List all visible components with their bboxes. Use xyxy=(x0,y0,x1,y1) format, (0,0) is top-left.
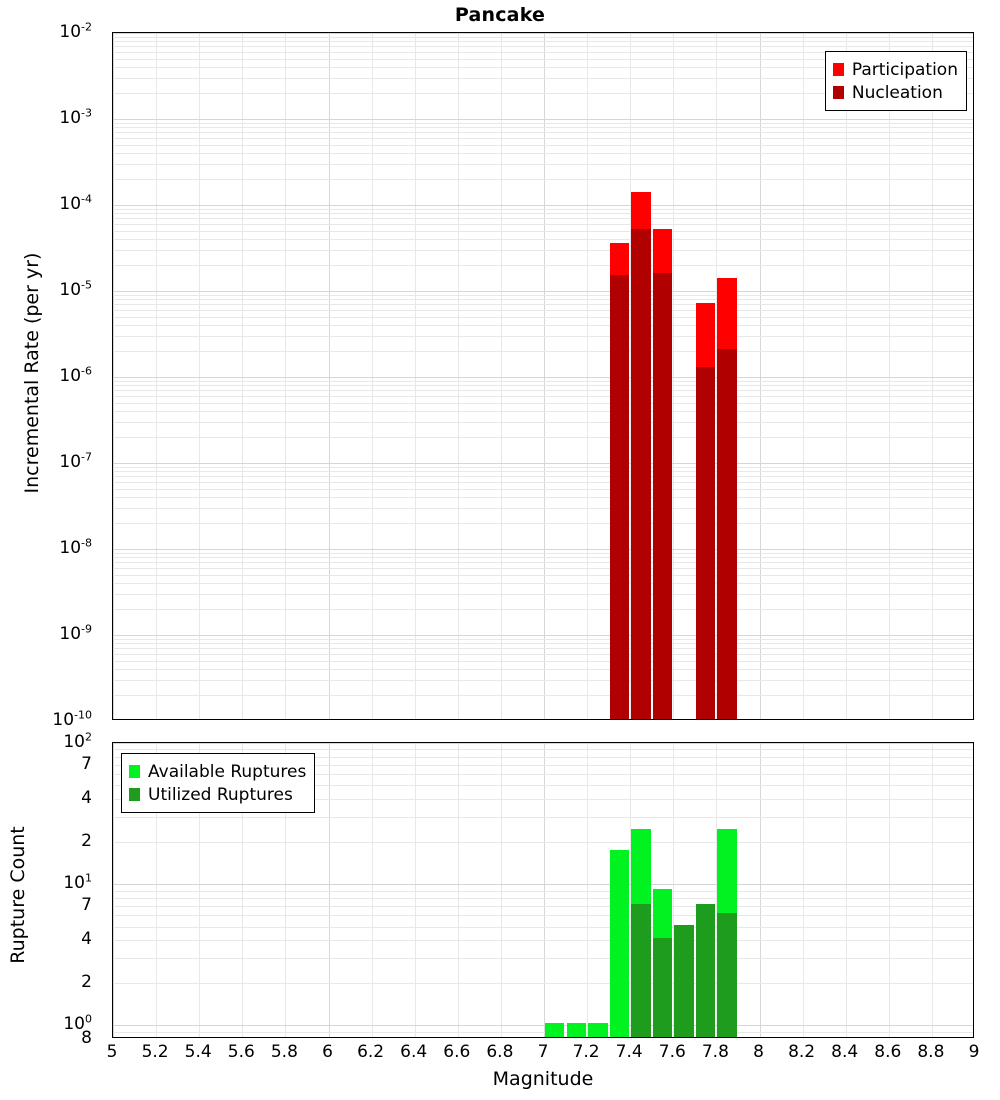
y-axis-tick-label: 7 xyxy=(81,895,92,916)
gridline-horizontal xyxy=(113,482,973,483)
bar-utilized-ruptures xyxy=(653,938,672,1037)
gridline-horizontal xyxy=(113,250,973,251)
gridline-horizontal xyxy=(113,743,973,744)
legend-label-available-ruptures: Available Ruptures xyxy=(148,761,307,782)
gridline-horizontal xyxy=(113,325,973,326)
y-axis-tick-label: 2 xyxy=(81,830,92,851)
gridline-horizontal xyxy=(113,983,973,984)
gridline-horizontal xyxy=(113,224,973,225)
gridline-horizontal xyxy=(113,145,973,146)
gridline-horizontal xyxy=(113,317,973,318)
incremental-rate-y-axis xyxy=(0,20,104,730)
gridline-horizontal xyxy=(113,940,973,941)
legend-item xyxy=(833,58,958,81)
y-axis-tick-label: $10^1$ xyxy=(63,871,92,894)
incremental-rate-plot-area xyxy=(113,33,973,719)
gridline-horizontal xyxy=(113,1032,973,1033)
gridline-horizontal xyxy=(113,299,973,300)
gridline-horizontal xyxy=(113,594,973,595)
gridline-horizontal xyxy=(113,898,973,899)
gridline-horizontal xyxy=(113,463,973,464)
x-axis-tick-label: 7.2 xyxy=(572,1042,600,1062)
y-axis-tick-label: $10^0$ xyxy=(63,1012,92,1035)
x-axis-tick-label: 8.8 xyxy=(917,1042,945,1062)
y-axis-tick-label: $10^{-5}$ xyxy=(59,278,92,300)
legend-label-nucleation: Nucleation xyxy=(851,82,943,103)
bar-available-ruptures xyxy=(545,1023,564,1037)
gridline-horizontal xyxy=(113,153,973,154)
y-axis-tick-label: $10^{-2}$ xyxy=(59,20,92,42)
legend-item xyxy=(129,783,306,806)
gridline-horizontal xyxy=(113,609,973,610)
y-axis-tick-label: $10^2$ xyxy=(63,730,92,752)
x-axis-tick-label: 7 xyxy=(537,1042,549,1062)
bar-utilized-ruptures xyxy=(696,904,715,1037)
rupture-count-legend xyxy=(121,753,315,813)
x-axis-tick-label: 7.8 xyxy=(701,1042,729,1062)
gridline-horizontal xyxy=(113,123,973,124)
bar-nucleation xyxy=(631,229,650,719)
gridline-horizontal xyxy=(113,583,973,584)
bar-utilized-ruptures xyxy=(631,904,650,1037)
gridline-horizontal xyxy=(113,508,973,509)
gridline-horizontal xyxy=(113,46,973,47)
gridline-horizontal xyxy=(113,385,973,386)
x-axis-tick-label: 6.6 xyxy=(443,1042,471,1062)
gridline-horizontal xyxy=(113,381,973,382)
gridline-horizontal xyxy=(113,639,973,640)
gridline-horizontal xyxy=(113,41,973,42)
bar-nucleation xyxy=(653,273,672,719)
rupture-count-y-axis-label: Rupture Count xyxy=(7,826,29,964)
gridline-horizontal xyxy=(113,295,973,296)
gridline-vertical xyxy=(113,33,114,719)
gridline-vertical xyxy=(760,33,761,719)
gridline-vertical xyxy=(501,33,502,719)
gridline-horizontal xyxy=(113,411,973,412)
x-axis-tick-label: 6 xyxy=(322,1042,333,1062)
gridline-vertical xyxy=(372,33,373,719)
gridline-horizontal xyxy=(113,648,973,649)
gridline-horizontal xyxy=(113,396,973,397)
gridline-horizontal xyxy=(113,209,973,210)
gridline-horizontal xyxy=(113,489,973,490)
legend-swatch-available-ruptures xyxy=(129,765,140,778)
y-axis-tick-label: $10^{-6}$ xyxy=(59,364,92,386)
gridline-horizontal xyxy=(113,33,973,34)
gridline-horizontal xyxy=(113,119,973,120)
y-axis-tick-label: 2 xyxy=(81,971,92,992)
gridline-vertical xyxy=(673,33,674,719)
gridline-horizontal xyxy=(113,553,973,554)
gridline-horizontal xyxy=(113,817,973,818)
gridline-horizontal xyxy=(113,643,973,644)
gridline-vertical xyxy=(458,33,459,719)
y-axis-tick-label: $10^{-10}$ xyxy=(52,708,92,730)
gridline-horizontal xyxy=(113,669,973,670)
gridline-vertical xyxy=(329,33,330,719)
legend-swatch-participation xyxy=(833,63,844,76)
incremental-rate-y-axis-label: Incremental Rate (per yr) xyxy=(21,252,43,494)
gridline-horizontal xyxy=(113,497,973,498)
gridline-vertical xyxy=(889,33,890,719)
gridline-horizontal xyxy=(113,291,973,292)
gridline-vertical xyxy=(846,33,847,719)
gridline-horizontal xyxy=(113,164,973,165)
y-axis-tick-label: 4 xyxy=(81,788,92,809)
y-axis-tick-label: 8 xyxy=(81,1028,92,1048)
gridline-horizontal xyxy=(113,467,973,468)
x-axis-tick-label: 5.8 xyxy=(270,1042,298,1062)
gridline-horizontal xyxy=(113,205,973,206)
gridline-horizontal xyxy=(113,927,973,928)
gridline-vertical xyxy=(156,33,157,719)
y-axis-tick-label: $10^{-3}$ xyxy=(59,106,92,128)
gridline-horizontal xyxy=(113,403,973,404)
x-axis-tick-label: 7.4 xyxy=(615,1042,643,1062)
gridline-horizontal xyxy=(113,557,973,558)
legend-item xyxy=(833,81,958,104)
gridline-horizontal xyxy=(113,958,973,959)
bar-nucleation xyxy=(610,275,629,719)
x-axis-tick-label: 8.6 xyxy=(874,1042,902,1062)
x-axis-tick-label: 5 xyxy=(106,1042,118,1062)
gridline-horizontal xyxy=(113,239,973,240)
x-axis-tick-label: 8 xyxy=(753,1042,764,1062)
y-axis-tick-label: 7 xyxy=(81,753,92,774)
gridline-horizontal xyxy=(113,310,973,311)
gridline-horizontal xyxy=(113,37,973,38)
gridline-horizontal xyxy=(113,884,973,885)
gridline-horizontal xyxy=(113,568,973,569)
gridline-horizontal xyxy=(113,138,973,139)
bar-nucleation xyxy=(717,349,736,719)
x-axis-tick-label: 8.4 xyxy=(831,1042,859,1062)
gridline-horizontal xyxy=(113,476,973,477)
gridline-vertical xyxy=(544,33,545,719)
page-title: Pancake xyxy=(454,4,546,26)
x-axis-tick-label: 8.2 xyxy=(788,1042,816,1062)
y-axis-tick-label: $10^{-7}$ xyxy=(59,450,92,472)
gridline-horizontal xyxy=(113,471,973,472)
gridline-horizontal xyxy=(113,127,973,128)
gridline-horizontal xyxy=(113,304,973,305)
gridline-horizontal xyxy=(113,635,973,636)
y-axis-tick-label: $10^{-9}$ xyxy=(59,622,92,644)
gridline-horizontal xyxy=(113,842,973,843)
gridline-horizontal xyxy=(113,218,973,219)
gridline-horizontal xyxy=(113,422,973,423)
x-axis-tick-label: 7.6 xyxy=(658,1042,686,1062)
rupture-count-plot xyxy=(112,742,974,1038)
gridline-horizontal xyxy=(113,336,973,337)
gridline-horizontal xyxy=(113,562,973,563)
gridline-horizontal xyxy=(113,265,973,266)
x-axis-tick-label: 9 xyxy=(968,1042,980,1062)
legend-item xyxy=(129,760,306,783)
x-axis-tick-label: 5.6 xyxy=(227,1042,255,1062)
legend-swatch-nucleation xyxy=(833,86,844,99)
gridline-horizontal xyxy=(113,661,973,662)
x-axis-tick-label: 6.2 xyxy=(357,1042,385,1062)
gridline-horizontal xyxy=(113,915,973,916)
legend-label-participation: Participation xyxy=(851,59,958,80)
x-axis-tick-label: 6.8 xyxy=(486,1042,514,1062)
y-axis-tick-label: $10^{-8}$ xyxy=(59,536,92,558)
gridline-horizontal xyxy=(113,749,973,750)
x-axis-tick-label: 5.2 xyxy=(141,1042,169,1062)
bar-nucleation xyxy=(696,367,715,719)
bar-utilized-ruptures xyxy=(674,925,693,1037)
bar-available-ruptures xyxy=(610,850,629,1037)
bar-utilized-ruptures xyxy=(717,913,736,1037)
y-axis-tick-label: 4 xyxy=(81,929,92,950)
gridline-horizontal xyxy=(113,231,973,232)
gridline-horizontal xyxy=(113,695,973,696)
gridline-vertical xyxy=(199,33,200,719)
incremental-rate-legend xyxy=(825,51,967,111)
gridline-horizontal xyxy=(113,132,973,133)
x-axis-tick-label: 6.4 xyxy=(400,1042,428,1062)
gridline-horizontal xyxy=(113,549,973,550)
gridline-horizontal xyxy=(113,575,973,576)
incremental-rate-plot xyxy=(112,32,974,720)
bar-available-ruptures xyxy=(567,1023,586,1037)
gridline-horizontal xyxy=(113,891,973,892)
gridline-horizontal xyxy=(113,390,973,391)
gridline-vertical xyxy=(932,33,933,719)
legend-label-utilized-ruptures: Utilized Ruptures xyxy=(148,784,293,805)
gridline-horizontal xyxy=(113,654,973,655)
gridline-horizontal xyxy=(113,523,973,524)
x-axis-label: Magnitude xyxy=(492,1068,594,1090)
gridline-horizontal xyxy=(113,213,973,214)
gridline-vertical xyxy=(242,33,243,719)
gridline-vertical xyxy=(803,33,804,719)
gridline-horizontal xyxy=(113,680,973,681)
gridline-vertical xyxy=(415,33,416,719)
gridline-horizontal xyxy=(113,179,973,180)
gridline-horizontal xyxy=(113,351,973,352)
x-axis-tick-label: 5.4 xyxy=(184,1042,212,1062)
legend-swatch-utilized-ruptures xyxy=(129,788,140,801)
gridline-horizontal xyxy=(113,377,973,378)
gridline-horizontal xyxy=(113,437,973,438)
gridline-vertical xyxy=(285,33,286,719)
gridline-horizontal xyxy=(113,906,973,907)
gridline-horizontal xyxy=(113,1025,973,1026)
y-axis-tick-label: $10^{-4}$ xyxy=(59,192,92,214)
gridline-vertical xyxy=(587,33,588,719)
bar-available-ruptures xyxy=(588,1023,607,1037)
